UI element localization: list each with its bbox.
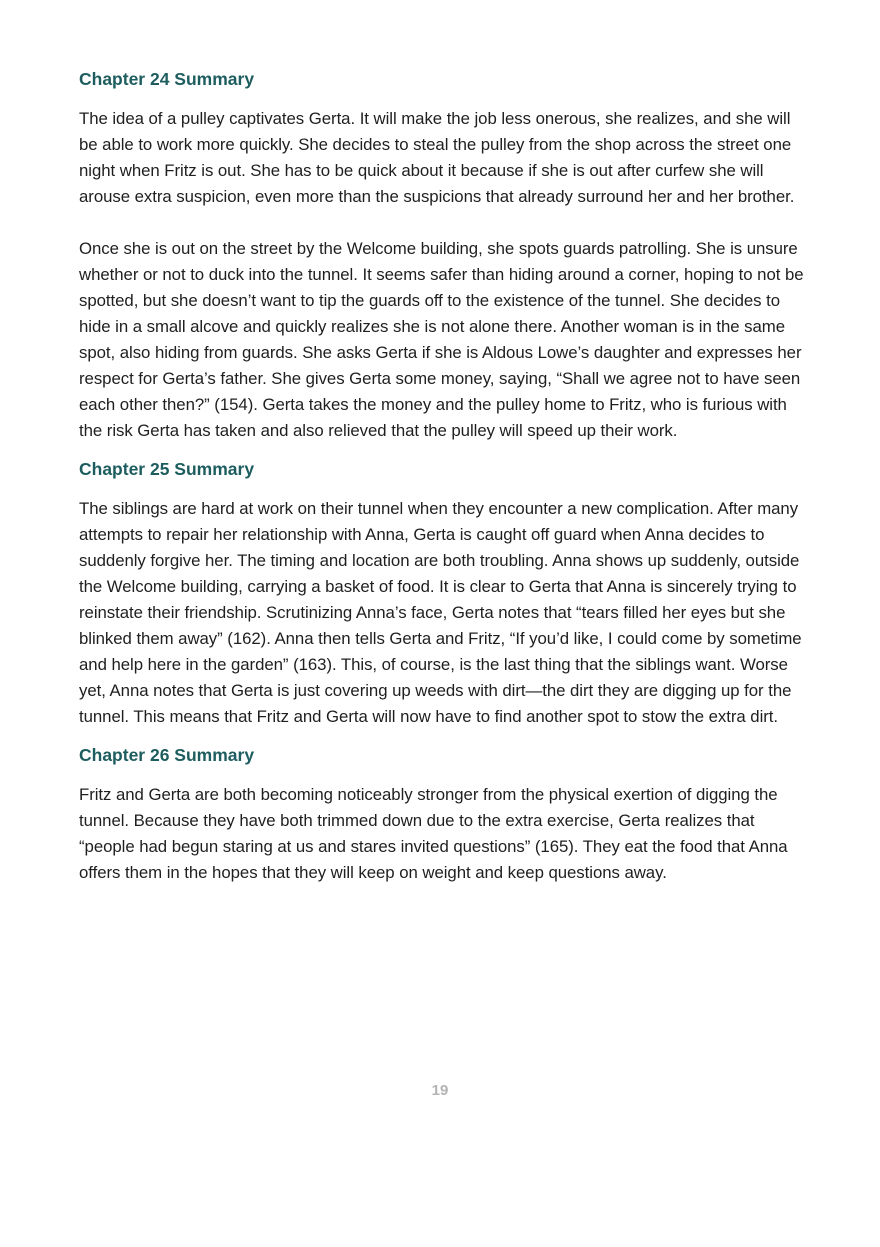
chapter-26-heading: Chapter 26 Summary	[79, 745, 255, 765]
chapter-25-heading: Chapter 25 Summary	[79, 459, 255, 479]
chapter-25-paragraph-1: The siblings are hard at work on their tunnel when they encounter a new complication. After many attempts to repair her relationship with Anna, Gerta is caught off guard when Anna decides to suddenly forgive her. The timing and location are both troubling. Anna shows up suddenly, outside the Welcome building, carrying a basket of food. It is clear to Gerta that Anna is sincerely trying to reinstate their friendship. Scrutinizing Anna’s face, Gerta notes that “tears filled her eyes but she blinked them away” (162). Anna then tells Gerta and Fritz, “If you’d like, I could come by sometime and help here in the garden” (163). This, of course, is the last thing that the siblings want. Worse yet, Anna notes that Gerta is just covering up weeds with dirt—the dirt they are digging up for the tunnel. This means that Fritz and Gerta will now have to find another spot to stow the extra dirt.	[79, 499, 802, 726]
chapter-24-section	[79, 66, 811, 444]
chapter-26-paragraph-1: Fritz and Gerta are both becoming noticeably stronger from the physical exertion of digging the tunnel. Because they have both trimmed down due to the extra exercise, Gerta realizes that “people had begun staring at us and stares invited questions” (165). They eat the food that Anna offers them in the hopes that they will keep on weight and keep questions away.	[79, 785, 788, 882]
chapter-26-section	[79, 742, 811, 886]
chapter-24-paragraph-1: The idea of a pulley captivates Gerta. It will make the job less onerous, she realizes, and she will be able to work more quickly. She decides to steal the pulley from the shop across the street one night when Fritz is out. She has to be quick about it because if she is out after curfew she will arouse extra suspicion, even more than the suspicions that already surround her and her brother.	[79, 109, 795, 206]
document-page	[79, 66, 811, 912]
chapter-25-section	[79, 456, 811, 730]
page-number: 19	[431, 1082, 449, 1099]
chapter-24-paragraph-2: Once she is out on the street by the Welcome building, she spots guards patrolling. She is unsure whether or not to duck into the tunnel. It seems safer than hiding around a corner, hoping to not be spotted, but she doesn’t want to tip the guards off to the existence of the tunnel. She decides to hide in a small alcove and quickly realizes she is not alone there. Another woman is in the same spot, also hiding from guards. She asks Gerta if she is Aldous Lowe’s daughter and expresses her respect for Gerta’s father. She gives Gerta some money, saying, “Shall we agree not to have seen each other then?” (154). Gerta takes the money and the pulley home to Fritz, who is furious with the risk Gerta has taken and also relieved that the pulley will speed up their work.	[79, 239, 804, 440]
chapter-24-heading: Chapter 24 Summary	[79, 69, 255, 89]
